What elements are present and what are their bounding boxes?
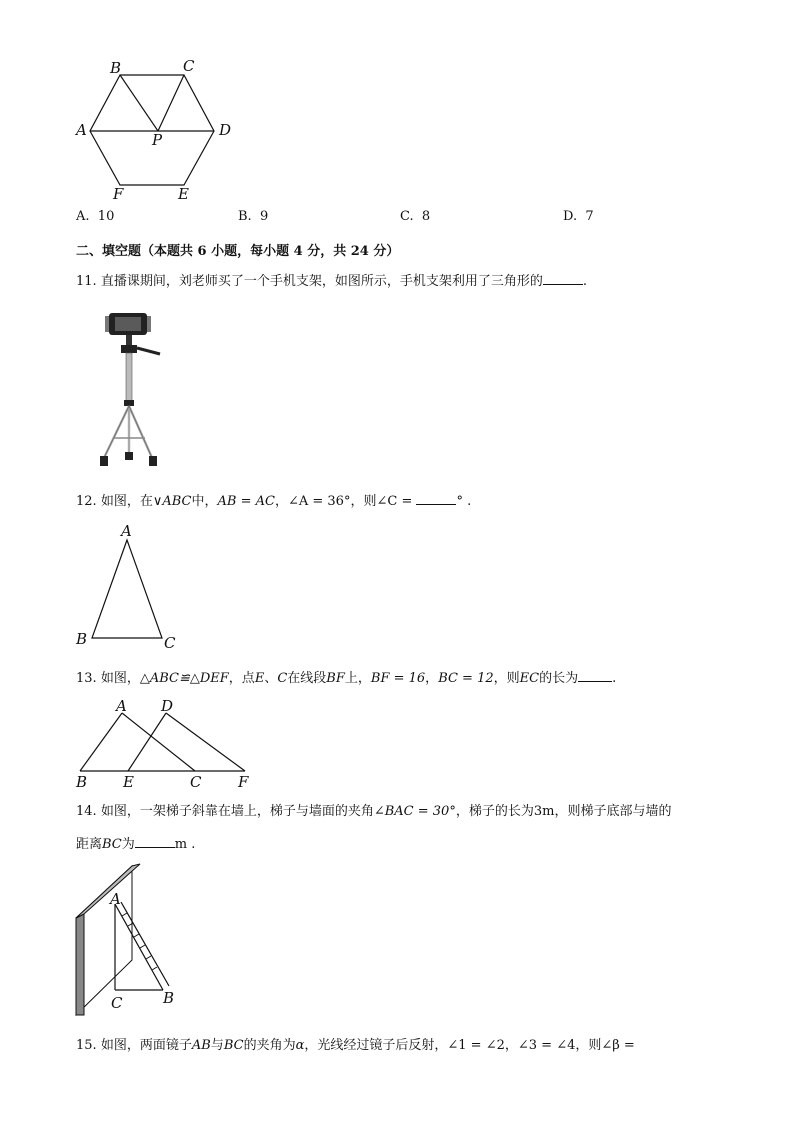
hex-label-c: C: [183, 57, 195, 75]
hex-label-a: A: [76, 121, 87, 139]
hex-label-p: P: [152, 131, 163, 149]
q13-label-e: E: [123, 773, 134, 791]
ladder-label-b: B: [163, 989, 175, 1007]
hex-label-b: B: [110, 59, 122, 77]
question-13: 13. 如图，△ABC≌△DEF，点E、C在线段BF上，BF = 16，BC = 12，则EC的长为 .: [76, 667, 616, 689]
answer-blank[interactable]: [135, 833, 175, 848]
answer-blank[interactable]: [578, 667, 612, 682]
question-11: 11. 直播课期间，刘老师买了一个手机支架，如图所示，手机支架利用了三角形的 .: [76, 270, 587, 292]
question-12: 12. 如图，在∨ABC中，AB = AC，∠A = 36°，则∠C = ° .: [76, 490, 471, 512]
phone-tripod-image: [95, 310, 165, 470]
triangle-abc-figure: [70, 520, 190, 652]
question-14-line-1: 14. 如图，一架梯子斜靠在墙上，梯子与墙面的夹角∠BAC = 30°，梯子的长为3m，则梯子底部与墙的: [76, 804, 672, 819]
tri-label-c: C: [164, 634, 176, 652]
option-a: A. 10: [76, 209, 115, 224]
ladder-wall-figure: [70, 860, 190, 1020]
tri-label-b: B: [76, 630, 88, 648]
q13-label-b: B: [76, 773, 88, 791]
hex-label-f: F: [113, 185, 124, 203]
q13-label-d: D: [161, 697, 174, 715]
option-d: D. 7: [563, 209, 594, 224]
hex-label-d: D: [219, 121, 232, 139]
congruent-triangles-figure: [70, 697, 260, 792]
ladder-label-a: A: [110, 890, 121, 908]
answer-blank[interactable]: [416, 490, 456, 505]
q13-label-a: A: [116, 697, 127, 715]
question-14-line-2: 距离BC为 m .: [76, 833, 195, 855]
section-heading: 二、填空题（本题共 6 小题，每小题 4 分，共 24 分）: [76, 244, 400, 259]
hexagon-figure: [70, 55, 250, 205]
answer-blank[interactable]: [543, 270, 583, 285]
option-b: B. 9: [238, 209, 269, 224]
ladder-label-c: C: [111, 994, 123, 1012]
hex-label-e: E: [178, 185, 189, 203]
q13-label-c: C: [190, 773, 202, 791]
q13-label-f: F: [238, 773, 249, 791]
question-15: 15. 如图，两面镜子AB与BC的夹角为α，光线经过镜子后反射，∠1 = ∠2，∠3 = ∠4，则∠β =: [76, 1038, 635, 1053]
tri-label-a: A: [121, 522, 132, 540]
option-c: C. 8: [400, 209, 431, 224]
